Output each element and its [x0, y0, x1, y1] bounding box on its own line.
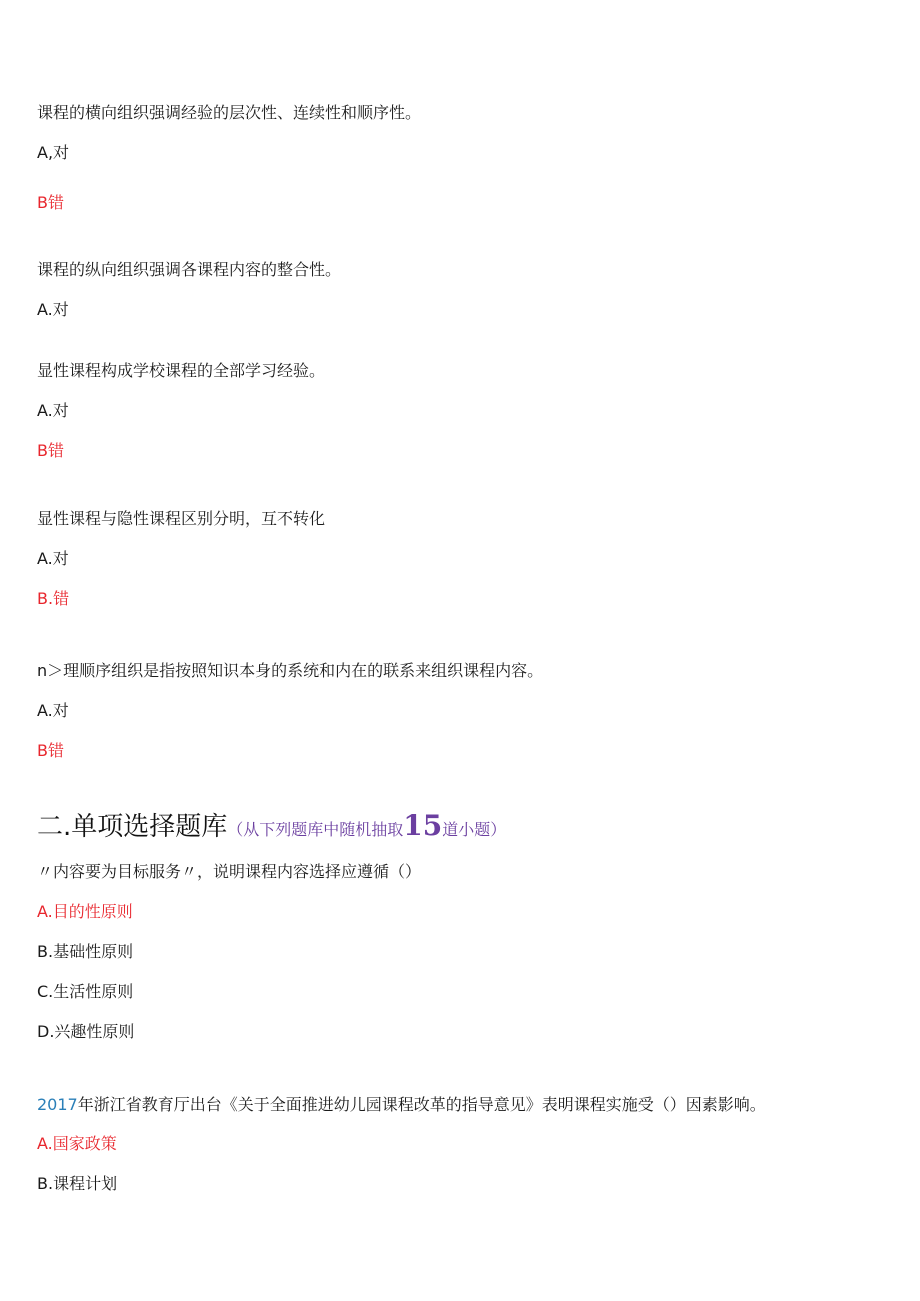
option-d[interactable]: D.兴趣性原则 — [37, 1022, 135, 1041]
option-c[interactable]: C.生活性原则 — [37, 982, 134, 1001]
question-stem: 显性课程构成学校课程的全部学习经验。 — [37, 361, 326, 380]
option-b-answer[interactable]: B错 — [37, 741, 64, 760]
option-a[interactable]: A,对 — [37, 143, 70, 162]
option-a-answer[interactable]: A.国家政策 — [37, 1134, 117, 1153]
option-b[interactable]: B.基础性原则 — [37, 942, 134, 961]
question-stem: 课程的纵向组织强调各课程内容的整合性。 — [37, 260, 342, 279]
option-a[interactable]: A.对 — [37, 300, 69, 319]
section-title: 二.单项选择题库 — [37, 812, 228, 842]
question-stem: 显性课程与隐性课程区别分明，互不转化 — [37, 509, 326, 528]
option-b[interactable]: B.课程计划 — [37, 1174, 118, 1193]
option-a-answer[interactable]: A.目的性原则 — [37, 902, 133, 921]
stem-year: 2017 — [37, 1095, 78, 1114]
stem-text: 年浙江省教育厅出台《关于全面推进幼儿园课程改革的指导意见》表明课程实施受（）因素影响。 — [77, 1095, 766, 1114]
option-a[interactable]: A.对 — [37, 549, 69, 568]
option-b-answer[interactable]: B错 — [37, 441, 64, 460]
section-question-count: 15 — [403, 809, 443, 842]
option-a[interactable]: A.对 — [37, 701, 69, 720]
section-subtitle-open: （从下列题库中随机抽取 — [227, 820, 404, 839]
question-stem — [37, 1094, 766, 1116]
question-stem: 课程的横向组织强调经验的层次性、连续性和顺序性。 — [37, 103, 422, 122]
option-a[interactable]: A.对 — [37, 401, 69, 420]
option-b-answer[interactable]: B.错 — [37, 589, 70, 608]
section-subtitle-close: 道小题） — [442, 820, 507, 839]
option-b-answer[interactable]: B错 — [37, 193, 64, 212]
section-heading — [37, 806, 506, 843]
question-stem: 〃内容要为目标服务〃，说明课程内容选择应遵循（） — [37, 862, 422, 881]
question-stem: n＞理顺序组织是指按照知识本身的系统和内在的联系来组织课程内容。 — [37, 661, 544, 680]
